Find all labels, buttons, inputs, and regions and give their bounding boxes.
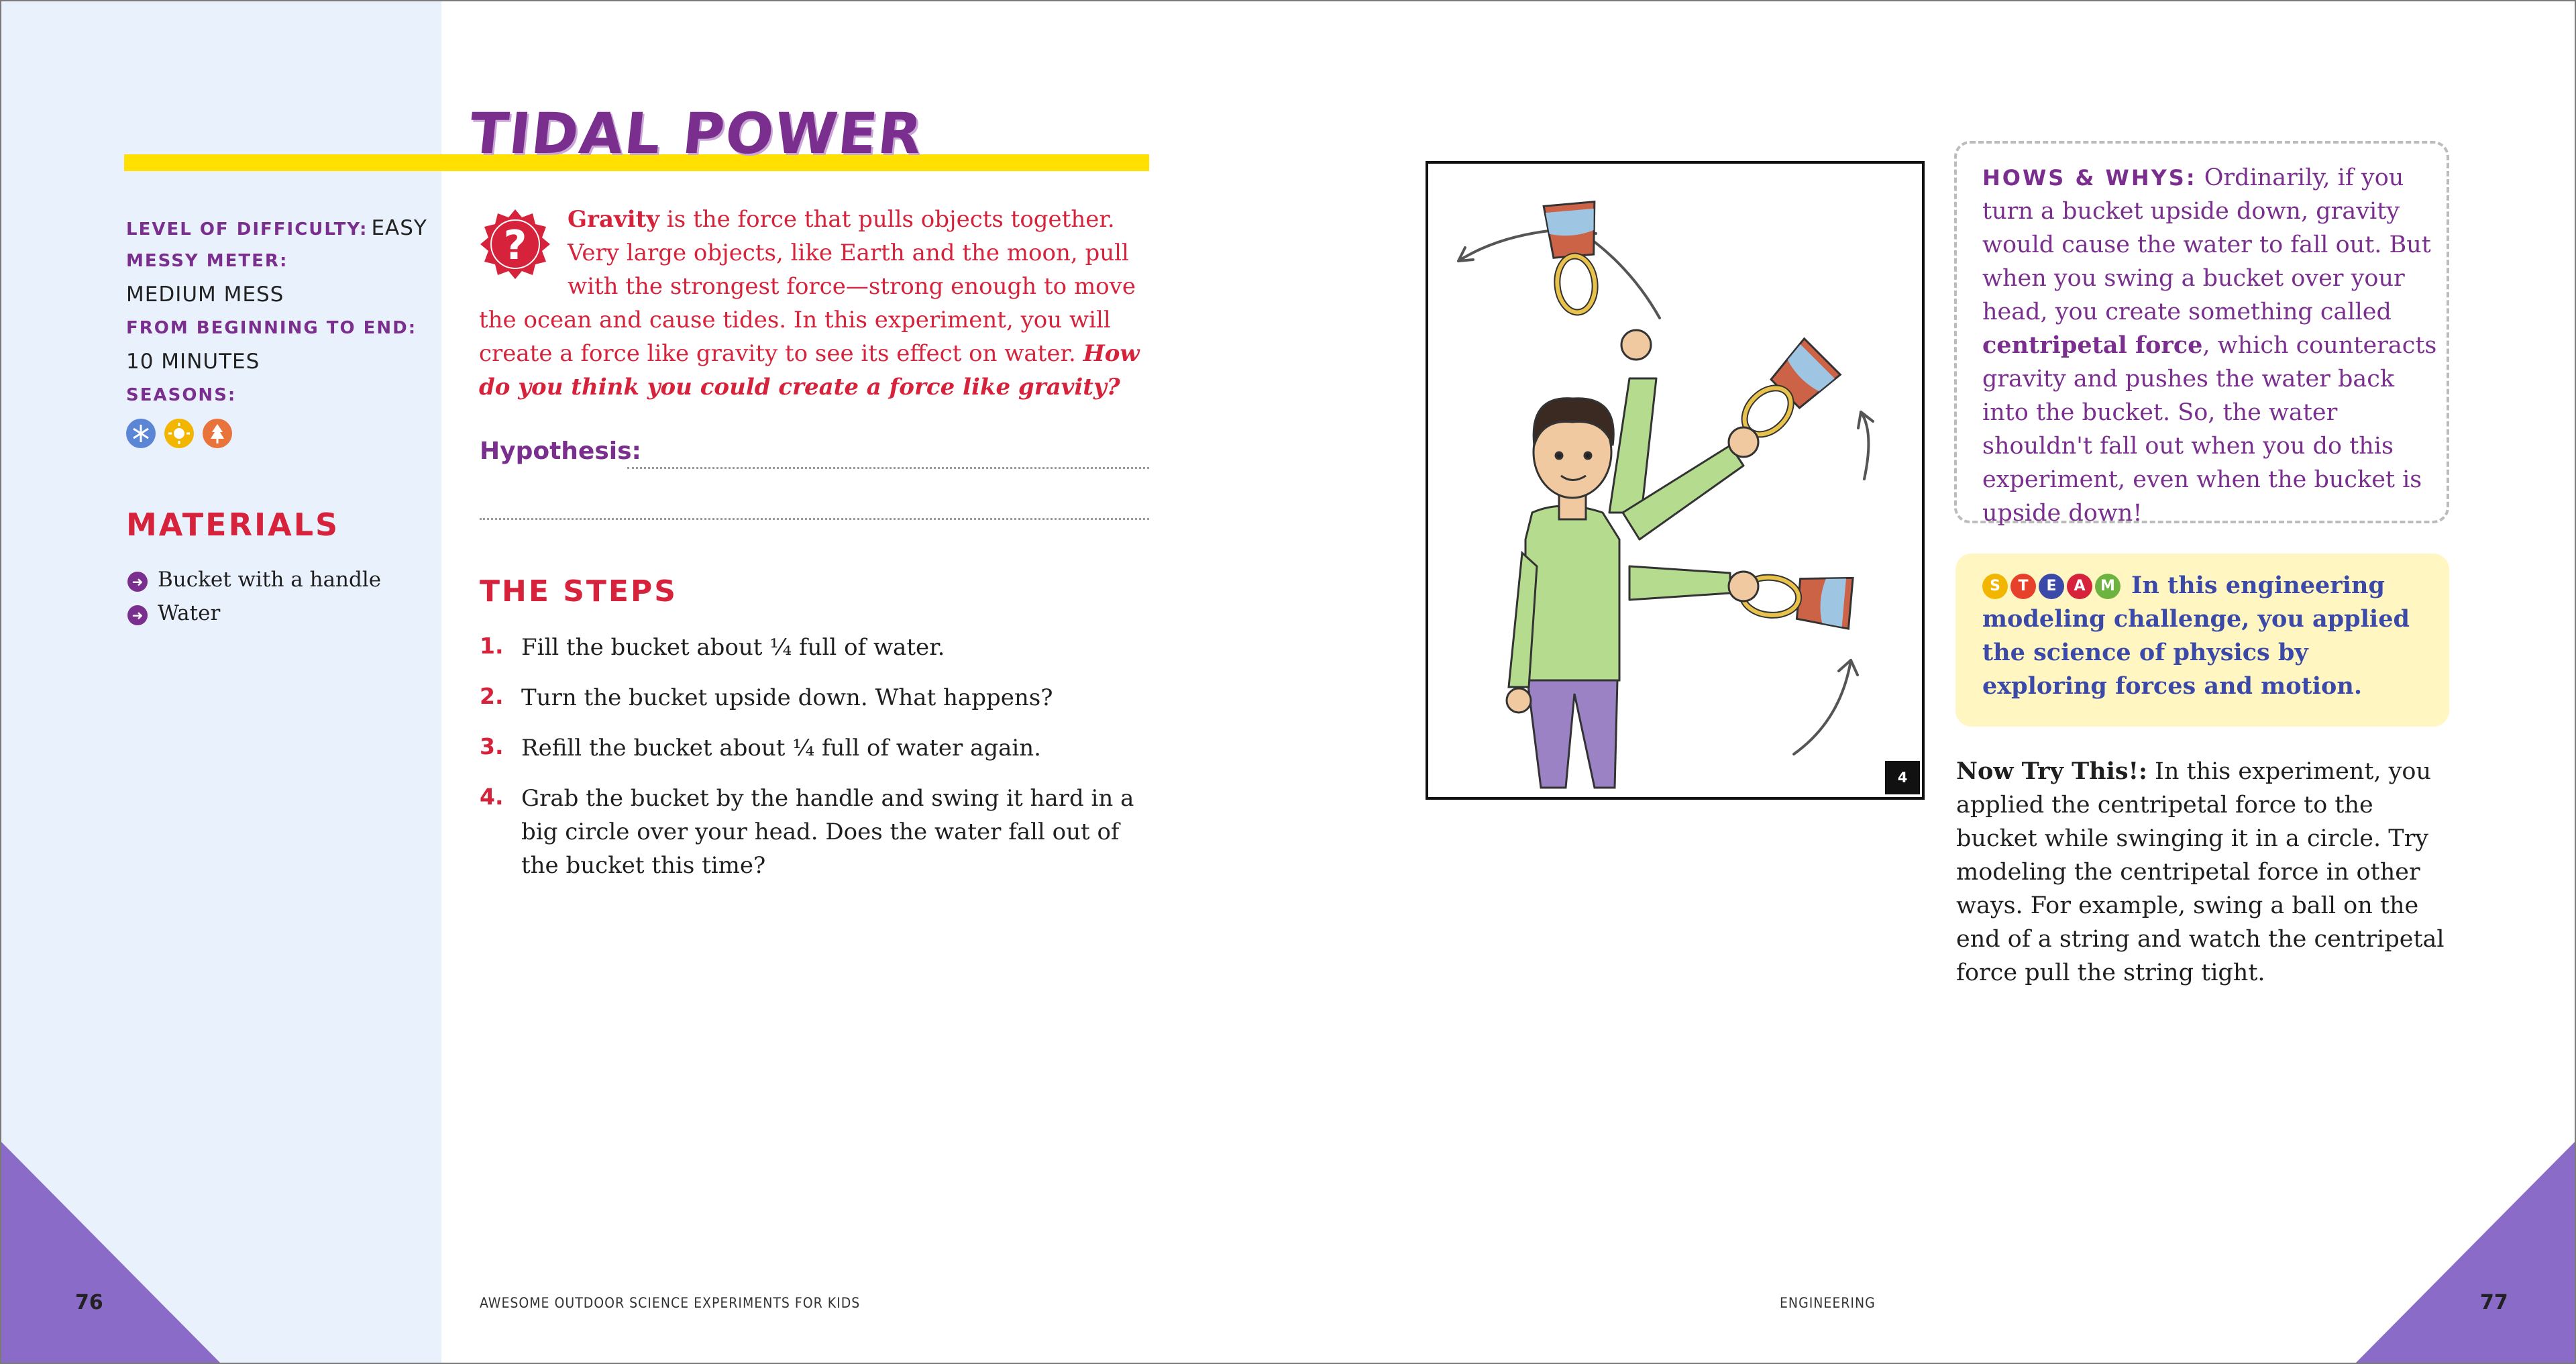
step-number: 4. bbox=[480, 784, 504, 810]
steam-letter-s: S bbox=[1982, 574, 2008, 599]
hows-whys-body-2: , which counteracts gravity and pushes the water back into the bucket. So, the water shouldn't fall out when you do this experiment, even when the bucket is upside down! bbox=[1982, 332, 2437, 527]
difficulty-label: LEVEL OF DIFFICULTY: bbox=[126, 219, 368, 240]
hows-whys-body: Ordinarily, if you turn a bucket upside down, gravity would cause the water to fall out. But when you swing a bucket over your head, you create something called bbox=[1982, 164, 2431, 325]
running-footer-right: ENGINEERING bbox=[1780, 1295, 1876, 1311]
step-number: 1. bbox=[480, 633, 504, 659]
seasons-label: SEASONS: bbox=[126, 385, 237, 405]
arrow-icon: ➜ bbox=[127, 572, 148, 592]
step-text: Refill the bucket about ¼ full of water again. bbox=[521, 735, 1041, 762]
step-text: Turn the bucket upside down. What happens? bbox=[521, 684, 1053, 711]
hows-whys-label: HOWS & WHYS: bbox=[1982, 165, 2197, 191]
intro-body: is the force that pulls objects together. Very large objects, like Earth and the moon, pull with the strongest force—strong enough to move the ocean and cause tides. In this experiment, you will create a force like gravity to see its effect on water. bbox=[479, 206, 1136, 367]
time-label: FROM BEGINNING TO END: bbox=[126, 318, 417, 338]
time-value: 10 MINUTES bbox=[126, 350, 260, 374]
try-this-label: Now Try This!: bbox=[1956, 757, 2147, 785]
page-number-left: 76 bbox=[75, 1291, 103, 1314]
page-title: TIDAL POWER bbox=[466, 101, 926, 166]
illustration-number: 4 bbox=[1885, 761, 1920, 794]
step-text: Fill the bucket about ¼ full of water. bbox=[521, 634, 945, 661]
material-item: Bucket with a handle bbox=[158, 568, 382, 592]
page-number-right: 77 bbox=[2480, 1291, 2508, 1314]
messy-label: MESSY METER: bbox=[126, 251, 288, 271]
difficulty-value: EASY bbox=[371, 216, 427, 240]
intro-question: How do you think you could create a force like gravity? bbox=[479, 340, 1140, 401]
svg-text:?: ? bbox=[503, 222, 527, 269]
step-text: Grab the bucket by the handle and swing it hard in a big circle over your head. Does the water fall out of the bucket this time? bbox=[521, 785, 1134, 879]
hows-whys-term: centripetal force bbox=[1982, 331, 2203, 359]
messy-value: MEDIUM MESS bbox=[126, 282, 284, 307]
step-number: 2. bbox=[480, 683, 504, 709]
running-footer-left: AWESOME OUTDOOR SCIENCE EXPERIMENTS FOR KIDS bbox=[480, 1295, 861, 1311]
step-number: 3. bbox=[480, 733, 504, 759]
steam-letter-a: A bbox=[2067, 574, 2092, 599]
intro-term: Gravity bbox=[568, 206, 660, 233]
steam-letter-m: M bbox=[2095, 574, 2121, 599]
hypothesis-label: Hypothesis: bbox=[480, 437, 641, 465]
steam-letter-t: T bbox=[2010, 574, 2036, 599]
material-item: Water bbox=[158, 601, 221, 625]
try-this-body: In this experiment, you applied the centripetal force to the bucket while swinging it in a circle. Try modeling the centripetal force in other ways. For example, swing a ball on the end of a string and watch the centripetal force pull the string tight. bbox=[1956, 758, 2445, 986]
materials-heading: MATERIALS bbox=[126, 507, 340, 543]
steam-letter-e: E bbox=[2039, 574, 2064, 599]
arrow-icon: ➜ bbox=[127, 605, 148, 625]
steps-heading: THE STEPS bbox=[480, 574, 678, 609]
steam-body: In this engineering modeling challenge, you applied the science of physics by exploring forces and motion. bbox=[1982, 572, 2410, 700]
